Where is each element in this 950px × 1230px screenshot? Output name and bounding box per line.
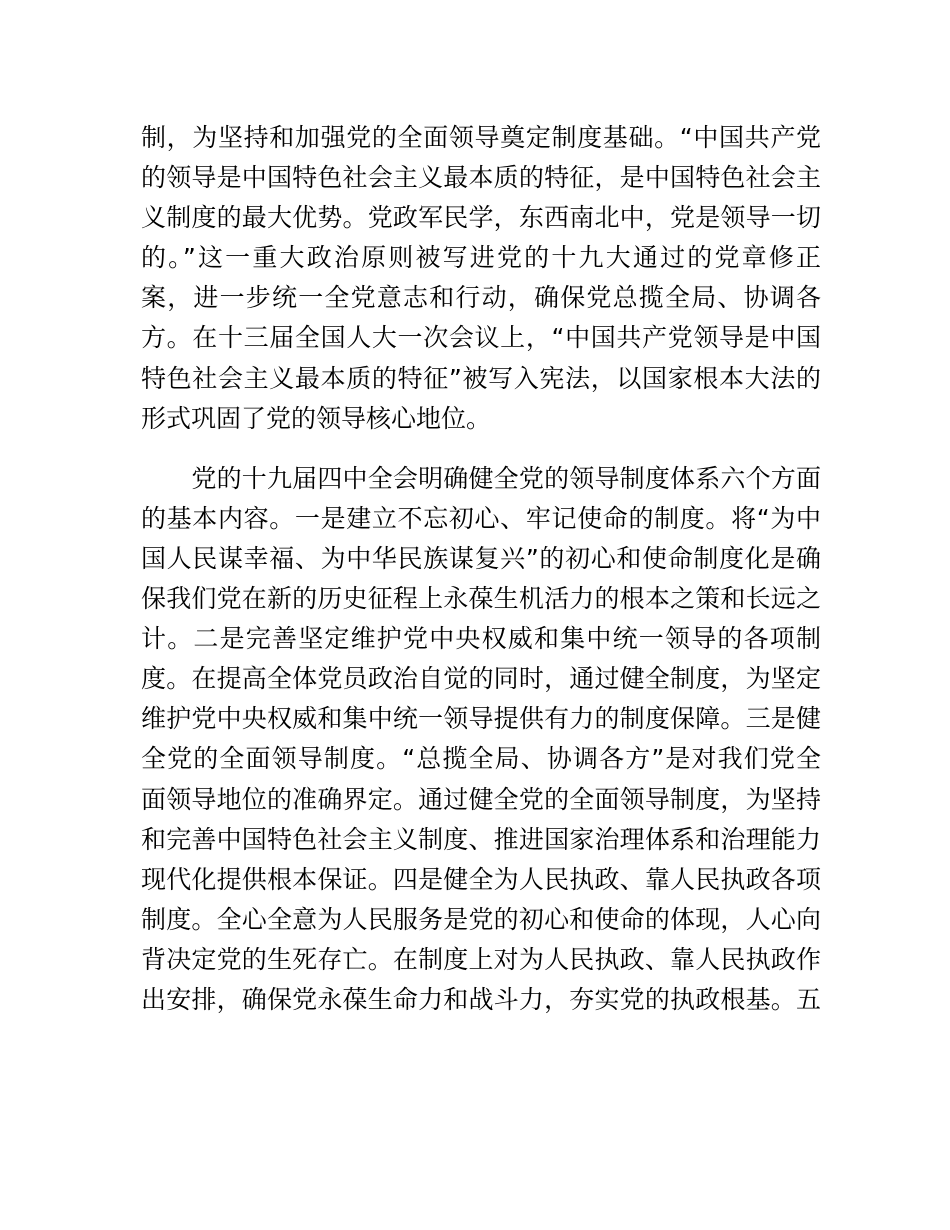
text-line: 现代化提供根本保证。四是健全为人民执政、靠人民执政各项 — [141, 864, 821, 894]
text-line: 全党的全面领导制度。“总揽全局、协调各方”是对我们党全 — [141, 744, 821, 774]
text-line: 维护党中央权威和集中统一领导提供有力的制度保障。三是健 — [141, 704, 821, 734]
text-line: 制度。全心全意为人民服务是党的初心和使命的体现，人心向 — [141, 904, 821, 934]
text-line: 党的十九届四中全会明确健全党的领导制度体系六个方面 — [141, 463, 821, 493]
paragraph-gap — [141, 439, 821, 459]
text-line: 案，进一步统一全党意志和行动，确保党总揽全局、协调各 — [141, 283, 821, 313]
text-line: 的。”这一重大政治原则被写进党的十九大通过的党章修正 — [141, 243, 821, 273]
text-line: 出安排，确保党永葆生命力和战斗力，夯实党的执政根基。五 — [141, 984, 821, 1014]
text-line: 制，为坚持和加强党的全面领导奠定制度基础。“中国共产党 — [141, 123, 821, 152]
text-line: 保我们党在新的历史征程上永葆生机活力的根本之策和长远之 — [141, 584, 821, 614]
text-line: 形式巩固了党的领导核心地位。 — [141, 403, 492, 433]
text-line: 方。在十三届全国人大一次会议上，“中国共产党领导是中国 — [141, 323, 821, 353]
text-line: 计。二是完善坚定维护党中央权威和集中统一领导的各项制 — [141, 624, 821, 654]
body-text — [141, 118, 821, 1020]
text-line: 国人民谋幸福、为中华民族谋复兴”的初心和使命制度化是确 — [141, 543, 821, 573]
text-line: 度。在提高全体党员政治自觉的同时，通过健全制度，为坚定 — [141, 664, 821, 694]
text-line: 的基本内容。一是建立不忘初心、牢记使命的制度。将“为中 — [141, 503, 821, 533]
text-line: 义制度的最大优势。党政军民学，东西南北中，党是领导一切 — [141, 203, 821, 233]
paragraph-2 — [141, 459, 821, 1020]
text-line: 面领导地位的准确界定。通过健全党的全面领导制度，为坚持 — [141, 784, 821, 814]
text-line: 的领导是中国特色社会主义最本质的特征，是中国特色社会主 — [141, 163, 821, 193]
text-line: 背决定党的生死存亡。在制度上对为人民执政、靠人民执政作 — [141, 944, 821, 974]
paragraph-1 — [141, 118, 821, 439]
text-line: 特色社会主义最本质的特征”被写入宪法，以国家根本大法的 — [141, 363, 821, 393]
text-line: 和完善中国特色社会主义制度、推进国家治理体系和治理能力 — [141, 824, 821, 854]
